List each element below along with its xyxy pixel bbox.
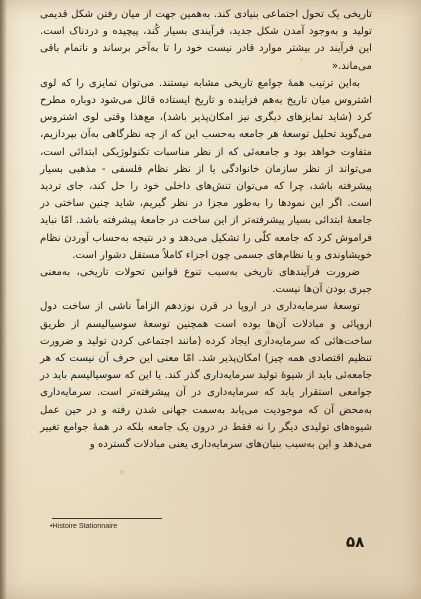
footnote-text: Histoire Stationnaire bbox=[52, 521, 118, 530]
paper-stain bbox=[120, 470, 124, 474]
paragraph: ضرورت فرآیندهای تاریخی به‌سبب تنوع قوانین تحولات تاریخی، به‌معنی جبری بودن آن‌ها نیست. bbox=[40, 267, 372, 296]
paragraph: به‌این ترتیب همهٔ جوامع تاریخی مشابه نیستند. می‌توان تمایزی را که لوی اشتروس میان تاریخ به‌هم فزاینده و تاریخ ایستاده قائل می‌شود دوباره مطرح کرد (شاید تمایزهای دیگری نیز امکان‌پذیر باشد)، مع‌هذا وقتی لوی اشتروس می‌گوید تحلیل توسعهٔ هر جامعه به‌حسب این که از چه نظرگاهی به‌آن بپردازیم، متفاوت خواهد بود و جامعه‌ئی که از نظر مناسبات تکنولوژیکی ابتدائی است، می‌تواند از نظر سازمان خانوادگی یا از نظر نظام فلسفی - مذهبی بسیار پیشرفته باشد، چرا که می‌توان تنش‌های داخلی خود را حل کند، جای تردید است. اگر این نمودها را به‌طور مجزا در نظر گیریم، شاید چنین ساختی در جامعهٔ ابتدائی بسیار پیشرفته‌تر از این ساخت در جامعهٔ پیشرفته باشد. امّا نباید فراموش کرد که جامعه کلّی را تشکیل می‌دهد و در نتیجه به‌حساب آوردن نظام خویشاوندی و یا نظام‌های جسمی چون اجزاء کاملاً مستقل دشوار است. bbox=[40, 77, 372, 261]
footnote bbox=[50, 521, 117, 530]
scan-edge-shadow bbox=[0, 0, 7, 599]
paragraph: تاریخی یک تحول اجتماعی بنیادی کند. به‌همین جهت از میان رفتن شکل قدیمی تولید و به‌وجود آمدن شکل جدید، فرآیندی بسیار کُند، پیچیده و دردناک است. این فرآیند در بیشتر موارد قادر نیست خود را تا به‌آخر برساند و ناتمام باقی می‌ماند.« bbox=[40, 9, 372, 72]
footnote-marker: • bbox=[50, 521, 53, 530]
page-number: ۵۸ bbox=[346, 533, 365, 551]
paragraph: توسعهٔ سرمایه‌داری در اروپا در قرن نوزدهم الزاماً ناشی از ساخت دول اروپائی و مبادلات آن‌ها بوده است همچنین توسعهٔ سوسیالیسم از طریق ساخت‌هائی که سرمایه‌داری ایجاد کرده (مانند اجتماعی کردن تولید و ضرورت تنظیم اقتصادی همه چیز) امکان‌پذیر شد. امّا معنی این حرف آن نیست که هر جامعه‌ئی باید از شیوهٔ تولید سرمایه‌داری گذر کند. یا این که سوسیالیسم باید در جوامعی استقرار یابد که سرمایه‌داری در آن پیشرفته‌تر است. سرمایه‌داری به‌محض آن که موجودیت می‌یابد به‌سمت جهانی شدن رفته‌ و در حین عمل شیوه‌های تولیدی دیگر را نه فقط در درون یک جامعه بلکه در همهٔ جوامع تغییر می‌دهد و این به‌سبب بنیان‌های سرمایه‌داری یعنی مبادلات گسترده و bbox=[40, 301, 372, 451]
footnote-divider bbox=[52, 518, 162, 519]
body-text bbox=[40, 6, 372, 453]
